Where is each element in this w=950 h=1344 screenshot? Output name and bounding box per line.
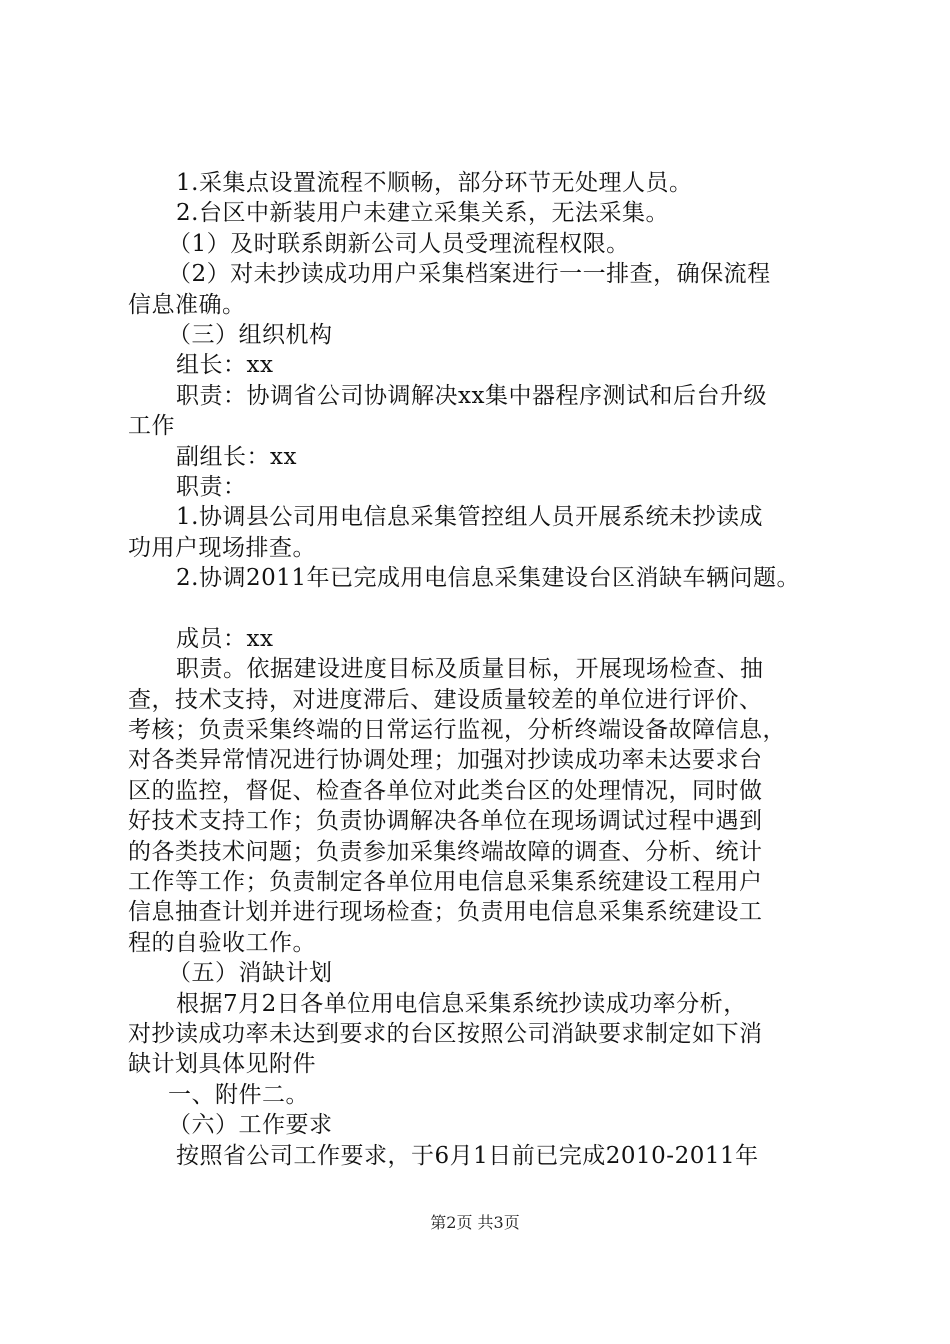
text-line: 成员：xx bbox=[176, 625, 274, 652]
text-line: 副组长：xx bbox=[176, 443, 297, 470]
text-line: 工作 bbox=[128, 413, 175, 440]
text-line: 查，技术支持，对进度滞后、建设质量较差的单位进行评价、 bbox=[128, 686, 763, 713]
text-line: 1.采集点设置流程不顺畅，部分环节无处理人员。 bbox=[176, 170, 693, 196]
section-heading: （三）组织机构 bbox=[168, 321, 333, 348]
page-number-footer: 第2页 共3页 bbox=[430, 1213, 520, 1232]
text-line: 职责： bbox=[176, 473, 247, 500]
document-body bbox=[128, 168, 838, 1171]
text-line: 的各类技术问题；负责参加采集终端故障的调查、分析、统计 bbox=[128, 838, 763, 865]
text-line: 组长：xx bbox=[176, 352, 274, 379]
text-line: 区的监控，督促、检查各单位对此类台区的处理情况，同时做 bbox=[128, 777, 763, 804]
text-line: 1.协调县公司用电信息采集管控组人员开展系统未抄读成 bbox=[176, 504, 763, 531]
text-line: 信息抽查计划并进行现场检查；负责用电信息采集系统建设工 bbox=[128, 899, 763, 926]
text-line: 对各类异常情况进行协调处理；加强对抄读成功率未达要求台 bbox=[128, 747, 763, 774]
text-line: 一、附件二。 bbox=[168, 1081, 309, 1108]
section-heading: （五）消缺计划 bbox=[168, 960, 333, 987]
text-line: 信息准确。 bbox=[128, 291, 246, 318]
text-line: （2）对未抄读成功用户采集档案进行一一排查，确保流程 bbox=[168, 261, 771, 288]
text-line: 功用户现场排查。 bbox=[128, 534, 316, 561]
text-line: 好技术支持工作；负责协调解决各单位在现场调试过程中遇到 bbox=[128, 808, 763, 835]
text-line: 按照省公司工作要求，于6月1日前已完成2010-2011年 bbox=[176, 1142, 759, 1169]
text-line: （1）及时联系朗新公司人员受理流程权限。 bbox=[168, 230, 630, 257]
text-line: 根据7月2日各单位用电信息采集系统抄读成功率分析， bbox=[176, 990, 747, 1017]
text-line: 职责。依据建设进度目标及质量目标，开展现场检查、抽 bbox=[176, 656, 764, 683]
text-line: 职责：协调省公司协调解决xx集中器程序测试和后台升级 bbox=[176, 382, 767, 409]
text-line: 2.台区中新装用户未建立采集关系，无法采集。 bbox=[176, 200, 669, 227]
text-line: 缺计划具体见附件 bbox=[128, 1051, 316, 1078]
text-line: 工作等工作；负责制定各单位用电信息采集系统建设工程用户 bbox=[128, 868, 763, 895]
text-line: 考核；负责采集终端的日常运行监视，分析终端设备故障信息， bbox=[128, 717, 786, 744]
text-line: 程的自验收工作。 bbox=[128, 929, 316, 956]
text-line: 2.协调2011年已完成用电信息采集建设台区消缺车辆问题。 bbox=[176, 565, 800, 592]
blank-line bbox=[128, 593, 838, 623]
text-line: 对抄读成功率未达到要求的台区按照公司消缺要求制定如下消 bbox=[128, 1020, 763, 1047]
section-heading: （六）工作要求 bbox=[168, 1112, 333, 1139]
